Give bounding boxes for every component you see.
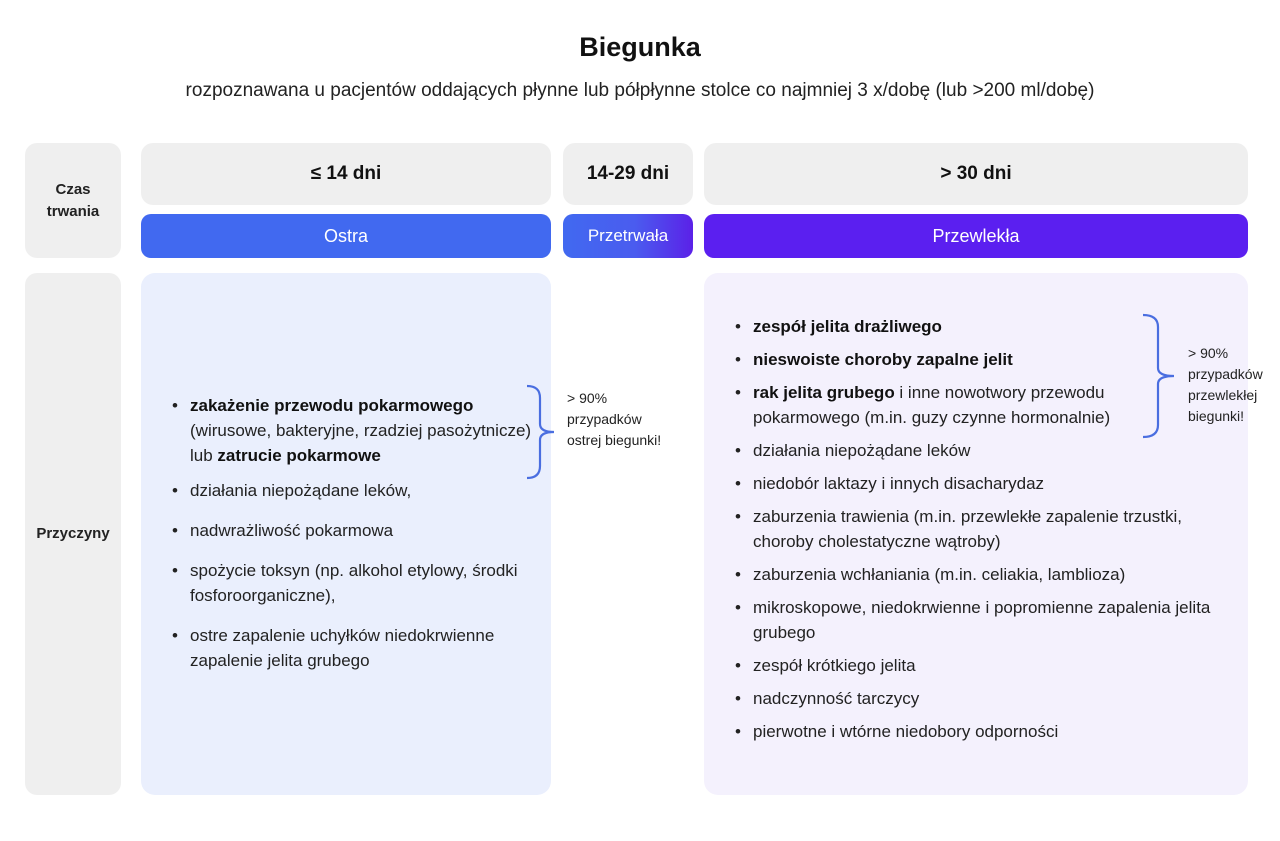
acute-causes-list bbox=[170, 393, 540, 673]
list-item: • mikroskopowe, niedokrwienne i popromienne zapalenia jelita grubego bbox=[733, 595, 1223, 645]
list-item: • działania niepożądane leków bbox=[733, 438, 1243, 463]
duration-acute-text: ≤ 14 dni bbox=[310, 163, 382, 184]
list-item: • ostre zapalenie uchyłków niedokrwienne zapalenie jelita grubego bbox=[170, 623, 540, 673]
list-item: • działania niepożądane leków, bbox=[170, 478, 540, 503]
list-item: • niedobór laktazy i innych disacharydaz bbox=[733, 471, 1243, 496]
list-item: • nieswoiste choroby zapalne jelit bbox=[733, 347, 1243, 372]
acute-brace-icon bbox=[524, 384, 560, 480]
list-item: • zaburzenia trawienia (m.in. przewlekłe zapalenie trzustki, choroby cholestatyczne wątroby) bbox=[733, 504, 1243, 554]
acute-note: > 90% przypadków ostrej biegunki! bbox=[567, 390, 662, 448]
list-item: • zespół krótkiego jelita bbox=[733, 653, 1243, 678]
duration-chronic-text: > 30 dni bbox=[940, 163, 1012, 184]
type-pill-persistent-text: Przetrwała bbox=[587, 226, 669, 245]
row-label-duration bbox=[25, 143, 121, 258]
chronic-brace-icon bbox=[1140, 313, 1180, 439]
type-pill-chronic bbox=[704, 214, 1248, 258]
type-pill-acute-text: Ostra bbox=[323, 225, 368, 246]
list-item: • nadczynność tarczycy bbox=[733, 686, 1243, 711]
duration-chronic bbox=[704, 143, 1248, 205]
list-item: • pierwotne i wtórne niedobory odporności bbox=[733, 719, 1243, 744]
type-pill-persistent bbox=[563, 214, 693, 258]
list-item: • rak jelita grubego i inne nowotwory przewodu pokarmowego (m.in. guzy czynne hormonalnie) bbox=[733, 380, 1163, 430]
list-item: • zakażenie przewodu pokarmowego (wirusowe, bakteryjne, rzadziej pasożytnicze) lub zatrucie pokarmowe bbox=[170, 393, 540, 468]
duration-acute bbox=[141, 143, 551, 205]
type-pill-chronic-text: Przewlekła bbox=[932, 225, 1020, 246]
list-item: • zespół jelita drażliwego bbox=[733, 314, 1243, 339]
page-subtitle: rozpoznawana u pacjentów oddających płynne lub półpłynne stolce co najmniej 3 x/dobę (lub >200 ml/dobę) bbox=[185, 80, 1095, 101]
chronic-note: > 90% przypadków przewlekłej biegunki! bbox=[1188, 345, 1263, 424]
page-title: Biegunka bbox=[579, 32, 701, 62]
duration-persistent bbox=[563, 143, 693, 205]
list-item: • nadwrażliwość pokarmowa bbox=[170, 518, 540, 543]
row-label-causes-text: Przyczyny bbox=[36, 525, 110, 543]
row-label-duration-text: Czas trwania bbox=[46, 180, 100, 220]
duration-persistent-text: 14-29 dni bbox=[586, 163, 670, 184]
list-item: • spożycie toksyn (np. alkohol etylowy, środki fosforoorganiczne), bbox=[170, 558, 540, 608]
type-pill-acute bbox=[141, 214, 551, 258]
list-item: • zaburzenia wchłaniania (m.in. celiakia, lamblioza) bbox=[733, 562, 1243, 587]
row-label-causes bbox=[25, 273, 121, 795]
